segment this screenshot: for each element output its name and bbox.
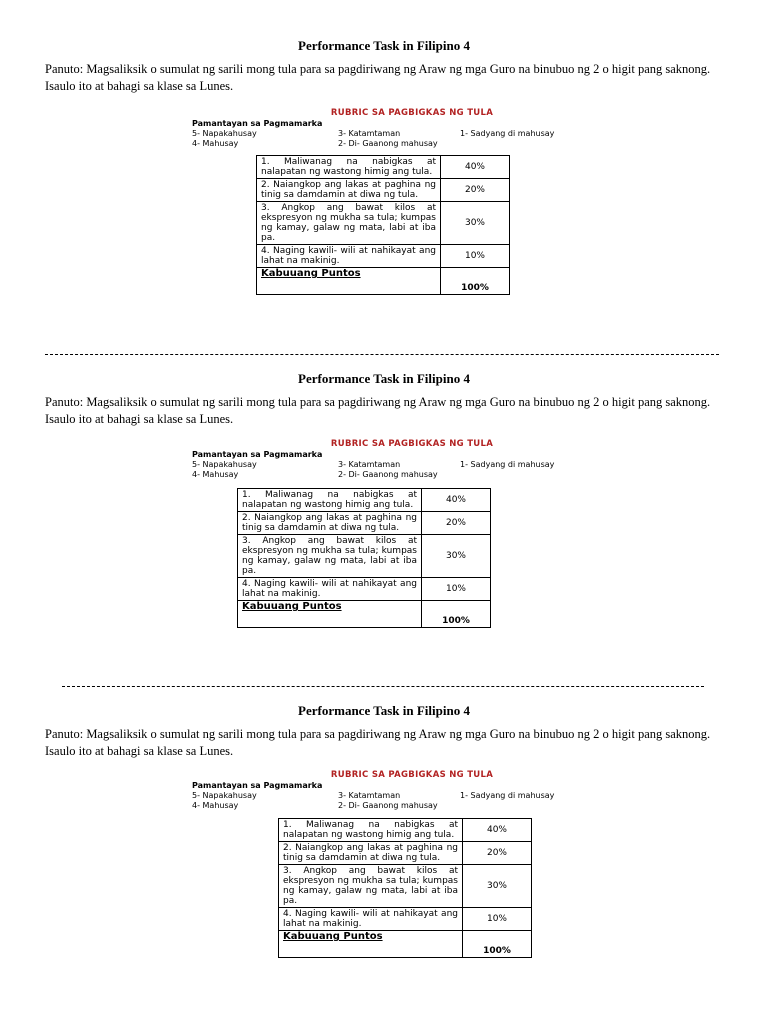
scale-2: 2- Di- Gaanong mahusay xyxy=(338,139,438,148)
scale-header: Pamantayan sa Pagmamarka xyxy=(192,119,323,128)
table-row xyxy=(257,245,510,268)
scale-4: 4- Mahusay xyxy=(192,801,239,810)
criterion-weight: 10% xyxy=(422,578,491,601)
table-row xyxy=(279,819,532,842)
criterion-text: 4. Naging kawili- wili at nahikayat ang lahat na makinig. xyxy=(238,578,422,601)
criterion-text: 2. Naiangkop ang lakas at paghina ng tinig sa damdamin at diwa ng tula. xyxy=(279,842,463,865)
scale-3: 3- Katamtaman xyxy=(338,460,401,469)
criterion-text: 3. Angkop ang bawat kilos at ekspresyon ng mukha sa tula; kumpas ng kamay, galaw ng mata, labi at iba pa. xyxy=(279,865,463,908)
grading-scale xyxy=(192,119,572,149)
total-label: Kabuuang Puntos xyxy=(257,268,441,295)
criterion-weight: 40% xyxy=(422,489,491,512)
table-row xyxy=(279,865,532,908)
table-row xyxy=(238,578,491,601)
criterion-weight: 30% xyxy=(441,202,510,245)
section-divider xyxy=(45,354,719,355)
criterion-weight: 30% xyxy=(463,865,532,908)
total-label: Kabuuang Puntos xyxy=(279,931,463,958)
scale-1: 1- Sadyang di mahusay xyxy=(460,791,555,800)
scale-4: 4- Mahusay xyxy=(192,139,239,148)
criterion-weight: 30% xyxy=(422,535,491,578)
criterion-weight: 20% xyxy=(441,179,510,202)
total-value: 100% xyxy=(422,601,491,628)
task-instructions: Panuto: Magsaliksik o sumulat ng sarili mong tula para sa pagdiriwang ng Araw ng mga Guro na binubuo ng 2 o higit pang saknong. Isaulo ito at bahagi sa klase sa Lunes. xyxy=(45,727,711,758)
rubric-table xyxy=(237,488,491,628)
table-row xyxy=(279,842,532,865)
scale-5: 5- Napakahusay xyxy=(192,129,257,138)
total-row xyxy=(238,601,491,628)
criterion-weight: 40% xyxy=(441,156,510,179)
criterion-weight: 10% xyxy=(441,245,510,268)
task-instructions: Panuto: Magsaliksik o sumulat ng sarili mong tula para sa pagdiriwang ng Araw ng mga Guro na binubuo ng 2 o higit pang saknong. Isaulo ito at bahagi sa klase sa Lunes. xyxy=(45,395,711,426)
criterion-text: 4. Naging kawili- wili at nahikayat ang lahat na makinig. xyxy=(257,245,441,268)
criterion-text: 3. Angkop ang bawat kilos at ekspresyon ng mukha sa tula; kumpas ng kamay, galaw ng mata, labi at iba pa. xyxy=(257,202,441,245)
rubric-title: RUBRIC SA PAGBIGKAS NG TULA xyxy=(330,770,494,780)
table-row xyxy=(238,512,491,535)
table-row xyxy=(257,179,510,202)
section-divider xyxy=(62,686,704,687)
criterion-text: 2. Naiangkop ang lakas at paghina ng tinig sa damdamin at diwa ng tula. xyxy=(238,512,422,535)
total-row xyxy=(257,268,510,295)
scale-1: 1- Sadyang di mahusay xyxy=(460,129,555,138)
grading-scale xyxy=(192,781,572,811)
rubric-title: RUBRIC SA PAGBIGKAS NG TULA xyxy=(330,108,494,118)
rubric-title: RUBRIC SA PAGBIGKAS NG TULA xyxy=(330,439,494,449)
task-title: Performance Task in Filipino 4 xyxy=(298,371,470,386)
criterion-text: 1. Maliwanag na nabigkas at nalapatan ng wastong himig ang tula. xyxy=(238,489,422,512)
rubric-table xyxy=(256,155,510,295)
table-row xyxy=(238,535,491,578)
scale-3: 3- Katamtaman xyxy=(338,129,401,138)
task-title: Performance Task in Filipino 4 xyxy=(298,703,470,718)
grading-scale xyxy=(192,450,572,480)
criterion-text: 2. Naiangkop ang lakas at paghina ng tinig sa damdamin at diwa ng tula. xyxy=(257,179,441,202)
table-row xyxy=(257,202,510,245)
criterion-text: 4. Naging kawili- wili at nahikayat ang lahat na makinig. xyxy=(279,908,463,931)
total-row xyxy=(279,931,532,958)
scale-5: 5- Napakahusay xyxy=(192,460,257,469)
scale-header: Pamantayan sa Pagmamarka xyxy=(192,450,323,459)
scale-3: 3- Katamtaman xyxy=(338,791,401,800)
criterion-text: 1. Maliwanag na nabigkas at nalapatan ng wastong himig ang tula. xyxy=(279,819,463,842)
scale-1: 1- Sadyang di mahusay xyxy=(460,460,555,469)
criterion-weight: 10% xyxy=(463,908,532,931)
criterion-weight: 40% xyxy=(463,819,532,842)
criterion-text: 1. Maliwanag na nabigkas at nalapatan ng wastong himig ang tula. xyxy=(257,156,441,179)
table-row xyxy=(238,489,491,512)
scale-4: 4- Mahusay xyxy=(192,470,239,479)
criterion-text: 3. Angkop ang bawat kilos at ekspresyon ng mukha sa tula; kumpas ng kamay, galaw ng mata, labi at iba pa. xyxy=(238,535,422,578)
task-title: Performance Task in Filipino 4 xyxy=(298,38,470,53)
scale-header: Pamantayan sa Pagmamarka xyxy=(192,781,323,790)
criterion-weight: 20% xyxy=(463,842,532,865)
criterion-weight: 20% xyxy=(422,512,491,535)
table-row xyxy=(279,908,532,931)
total-label: Kabuuang Puntos xyxy=(238,601,422,628)
rubric-table xyxy=(278,818,532,958)
task-instructions: Panuto: Magsaliksik o sumulat ng sarili mong tula para sa pagdiriwang ng Araw ng mga Guro na binubuo ng 2 o higit pang saknong. Isaulo ito at bahagi sa klase sa Lunes. xyxy=(45,62,711,93)
scale-2: 2- Di- Gaanong mahusay xyxy=(338,801,438,810)
table-row xyxy=(257,156,510,179)
total-value: 100% xyxy=(441,268,510,295)
scale-2: 2- Di- Gaanong mahusay xyxy=(338,470,438,479)
total-value: 100% xyxy=(463,931,532,958)
scale-5: 5- Napakahusay xyxy=(192,791,257,800)
